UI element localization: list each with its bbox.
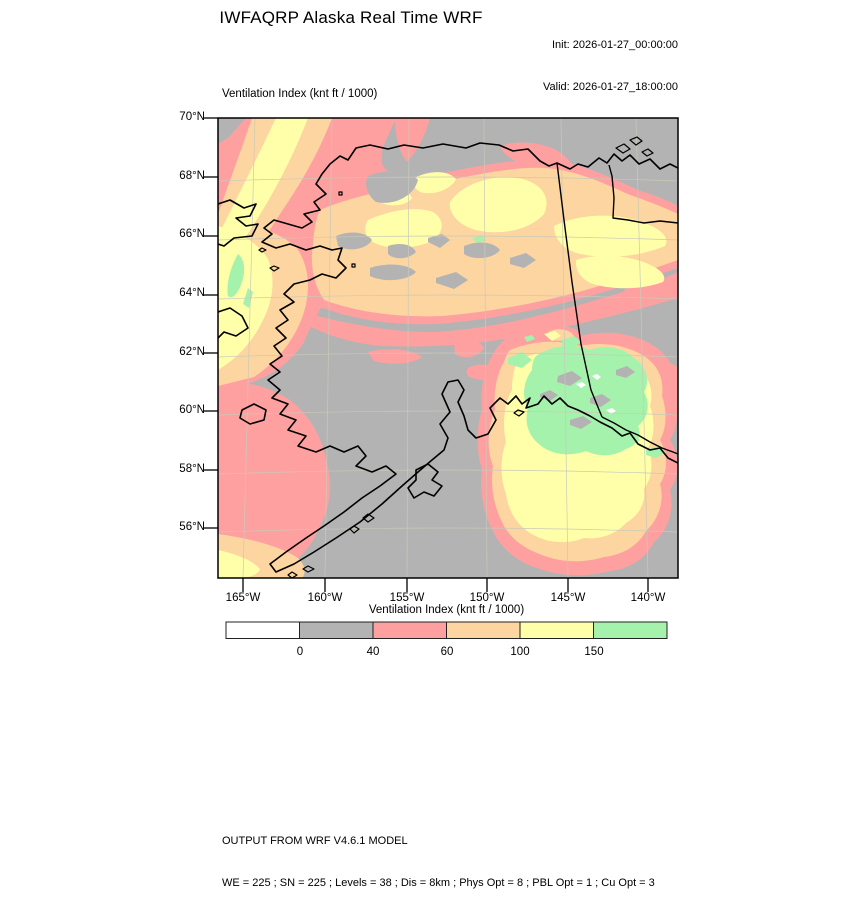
lon-tick-label: 160°W (307, 592, 343, 604)
colorbar-segment-gray (300, 622, 374, 639)
colorbar-segment-orange (447, 622, 521, 639)
lat-tick-label: 56°N (179, 521, 205, 533)
colorbar-tick-label: 0 (296, 646, 304, 658)
footer-block (222, 806, 655, 918)
lat-tick-label: 58°N (179, 463, 205, 475)
lat-tick-label: 68°N (179, 170, 205, 182)
colorbar-tick-label: 100 (510, 646, 530, 658)
init-timestamp: Init: 2026-01-27_00:00:00 (552, 39, 678, 51)
colorbar-tick-label: 40 (366, 646, 380, 658)
lon-tick-label: 155°W (389, 592, 425, 604)
footer-config-line: WE = 225 ; SN = 225 ; Levels = 38 ; Dis = 8km ; Phys Opt = 8 ; PBL Opt = 1 ; Cu Opt = 3 (222, 877, 655, 889)
colorbar-title: Ventilation Index (knt ft / 1000) (368, 604, 525, 616)
colorbar-segment-pink (373, 622, 447, 639)
lon-tick-label: 145°W (550, 592, 586, 604)
map-panel (204, 118, 678, 592)
colorbar-segment-white (226, 622, 300, 639)
colorbar (226, 622, 667, 639)
colorbar-tick-label: 60 (440, 646, 454, 658)
lat-tick-label: 66°N (179, 228, 205, 240)
colorbar-segment-yellow (520, 622, 594, 639)
colorbar-segment-green (594, 622, 668, 639)
valid-timestamp: Valid: 2026-01-27_18:00:00 (543, 81, 678, 93)
lon-tick-label: 140°W (630, 592, 666, 604)
lon-tick-label: 150°W (469, 592, 505, 604)
page-title: IWFAQRP Alaska Real Time WRF (219, 8, 483, 27)
map-variable-label: Ventilation Index (knt ft / 1000) (222, 88, 378, 100)
colorbar-tick-label: 150 (584, 646, 604, 658)
lon-tick-label: 165°W (225, 592, 261, 604)
lat-tick-label: 70°N (179, 111, 205, 123)
footer-model-line: OUTPUT FROM WRF V4.6.1 MODEL (222, 835, 408, 847)
lat-tick-label: 60°N (179, 404, 205, 416)
lat-tick-label: 62°N (179, 346, 205, 358)
lat-tick-label: 64°N (179, 287, 205, 299)
